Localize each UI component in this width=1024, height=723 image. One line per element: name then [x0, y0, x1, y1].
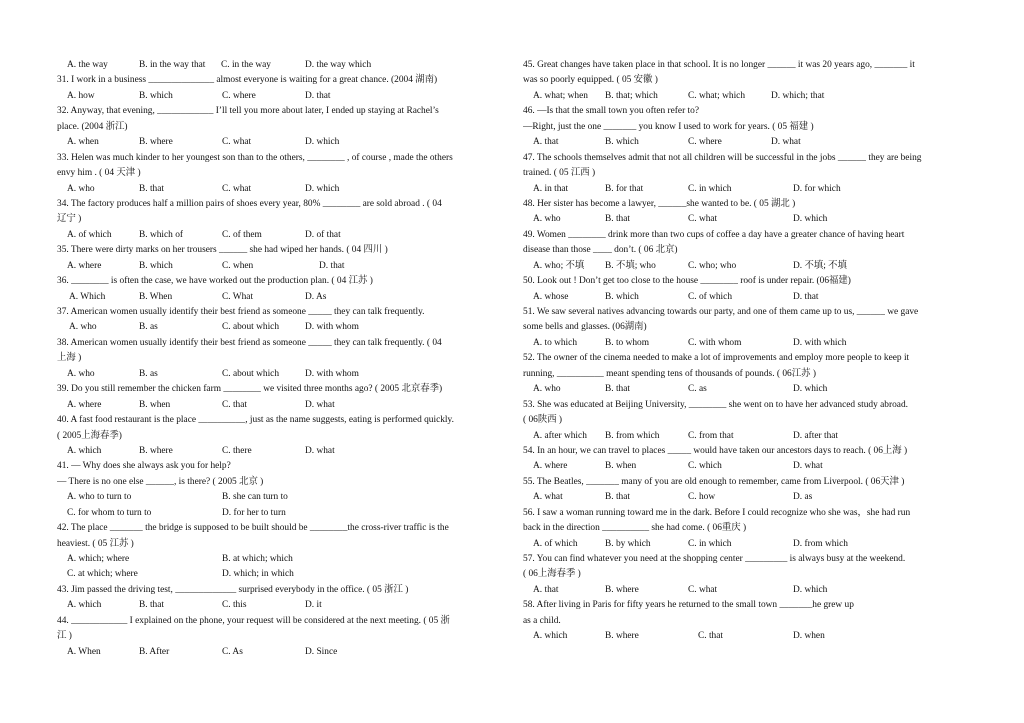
question-text: 35. There were dirty marks on her trousers ______ she had wiped her hands. ( 04 四川 ) — [57, 245, 388, 256]
options-line — [57, 645, 505, 660]
question-text: 31. I work in a business ______________ almost everyone is waiting for a great chance. (2004 湖南) — [57, 75, 438, 86]
answer-option: C. when — [222, 260, 254, 271]
answer-option: B. that — [139, 183, 164, 194]
question-text: 36. ________ is often the case, we have worked out the production plan. ( 04 江苏 ) — [57, 276, 373, 287]
options-line — [523, 382, 968, 397]
answer-option: D. what — [305, 399, 335, 410]
answer-option: C. about which — [222, 322, 280, 333]
answer-option: C. from that — [688, 430, 734, 441]
question-line — [57, 629, 505, 644]
question-text: 57. You can find whatever you need at the shopping center _________ is always busy at the weekend. — [523, 554, 906, 564]
answer-option: A. what — [533, 492, 563, 503]
answer-option: C. of them — [222, 229, 262, 240]
answer-option: A. who to turn to — [67, 492, 132, 503]
answer-option: B. where — [139, 137, 173, 148]
answer-option: C. this — [222, 600, 247, 611]
question-line — [57, 151, 505, 166]
answer-option: B. After — [139, 646, 170, 657]
answer-option: C. in which — [688, 538, 732, 549]
answer-option: A. what; when — [533, 90, 588, 101]
question-line — [523, 521, 968, 536]
answer-option: A. who; 不填 — [533, 260, 585, 271]
question-line — [57, 351, 505, 366]
answer-option: B. which of — [139, 229, 184, 240]
question-line — [57, 521, 505, 536]
answer-option: C. with whom — [688, 337, 742, 348]
question-text: 53. She was educated at Beijing University, ________ she went on to have her advanced study abroad. — [523, 399, 908, 410]
question-text: 47. The schools themselves admit that not all children will be successful in the jobs ______ they are being — [523, 152, 922, 163]
question-text: 44. ____________ I explained on the phone, your request will be considered at the next meeting. ( 05 浙 — [57, 615, 450, 626]
options-line — [523, 290, 968, 305]
question-text: 41. — Why does she always ask you for help? — [57, 461, 231, 472]
answer-option: C. what — [222, 183, 252, 194]
answer-option: A. the way — [67, 60, 108, 70]
answer-option: A. that — [533, 137, 559, 148]
question-text: back in the direction __________ she had come. ( 06重庆 ) — [523, 523, 747, 534]
question-text: heaviest. ( 05 江苏 ) — [57, 538, 134, 549]
options-line — [523, 629, 968, 644]
options-line — [57, 58, 505, 73]
answer-option: B. as — [139, 368, 158, 379]
answer-option: B. which — [139, 90, 173, 101]
options-line — [57, 552, 505, 567]
answer-option: D. the way which — [305, 60, 372, 70]
answer-option: C. what — [222, 137, 252, 148]
question-line — [523, 197, 968, 212]
question-line — [523, 444, 968, 459]
question-line — [523, 413, 968, 428]
right-column — [523, 58, 968, 645]
answer-option: A. who — [67, 368, 95, 379]
answer-option: A. of which — [67, 229, 112, 240]
options-line — [57, 444, 505, 459]
options-line — [523, 182, 968, 197]
question-line — [57, 197, 505, 212]
answer-option: A. where — [67, 399, 102, 410]
options-line — [523, 537, 968, 552]
question-text: ( 2005上海春季) — [57, 430, 122, 441]
question-line — [57, 166, 505, 181]
answer-option: B. which — [605, 291, 639, 302]
options-line — [523, 336, 968, 351]
answer-option: B. 不填; who — [605, 260, 656, 271]
question-text: 58. After living in Paris for fifty years he returned to the small town _______he grew up — [523, 600, 854, 611]
answer-option: A. who — [67, 183, 95, 194]
question-line — [523, 243, 968, 258]
options-line — [523, 259, 968, 274]
answer-option: D. with whom — [305, 322, 359, 333]
question-line — [57, 212, 505, 227]
answer-option: A. in that — [533, 183, 569, 194]
question-text: 51. We saw several natives advancing towards our party, and one of them came up to us, ______ we gave — [523, 307, 919, 317]
answer-option: C. of which — [688, 291, 733, 302]
answer-option: C. there — [222, 445, 252, 456]
answer-option: D. of that — [305, 229, 341, 240]
question-line — [57, 537, 505, 552]
question-line — [57, 274, 505, 289]
question-line — [523, 351, 968, 366]
question-line — [57, 429, 505, 444]
question-line — [523, 58, 968, 73]
options-line — [523, 135, 968, 150]
answer-option: D. as — [793, 492, 813, 503]
question-text: as a child. — [523, 615, 561, 626]
question-text: 32. Anyway, that evening, ____________ I’ll tell you more about later, I ended up staying at Rachel’s — [57, 106, 439, 117]
answer-option: D. which — [305, 183, 340, 194]
question-line — [523, 398, 968, 413]
question-line — [57, 614, 505, 629]
question-text: 50. Look out ! Don’t get too close to the house ________ roof is under repair. (06福建) — [523, 276, 851, 287]
question-text: trained. ( 05 江西 ) — [523, 168, 596, 179]
options-line — [523, 583, 968, 598]
answer-option: B. that — [605, 492, 630, 503]
options-line — [57, 89, 505, 104]
question-text: 54. In an hour, we can travel to places _____ would have taken our ancestors days to reach. ( 06上海 ) — [523, 445, 908, 456]
question-line — [523, 166, 968, 181]
answer-option: A. which — [67, 600, 102, 611]
left-column — [57, 58, 505, 660]
question-text: some bells and glasses. (06湖南) — [523, 322, 647, 333]
answer-option: A. to which — [533, 337, 578, 348]
answer-option: C. that — [222, 399, 247, 410]
answer-option: A. When — [67, 646, 101, 657]
answer-option: D. that — [305, 90, 331, 101]
question-line — [523, 552, 968, 567]
question-text: 江 ) — [57, 631, 72, 642]
answer-option: A. who — [533, 384, 561, 395]
answer-option: A. Which — [69, 291, 106, 302]
answer-option: B. for that — [605, 183, 644, 194]
answer-option: D. which — [793, 214, 828, 225]
answer-option: B. where — [605, 631, 639, 642]
answer-option: A. where — [67, 260, 102, 271]
answer-option: B. that — [605, 214, 630, 225]
answer-option: B. by which — [605, 538, 651, 549]
answer-option: C. in which — [688, 183, 732, 194]
answer-option: D. what — [793, 461, 823, 472]
question-text: 37. American women usually identify their best friend as someone _____ they can talk frequently. — [57, 307, 425, 317]
answer-option: B. which — [139, 260, 173, 271]
answer-option: D. with which — [793, 337, 847, 348]
answer-option: A. that — [533, 584, 559, 595]
question-line — [57, 120, 505, 135]
answer-option: C. for whom to turn to — [67, 507, 152, 518]
answer-option: C. at which; where — [67, 569, 138, 580]
answer-option: A. how — [67, 90, 95, 101]
answer-option: A. which — [533, 631, 568, 642]
answer-option: D. Since — [305, 646, 338, 657]
question-text: 上海 ) — [57, 353, 82, 364]
question-line — [523, 320, 968, 335]
question-line — [57, 459, 505, 474]
answer-option: D. for her to turn — [222, 507, 286, 518]
options-line — [57, 182, 505, 197]
answer-option: A. where — [533, 461, 568, 472]
answer-option: B. she can turn to — [222, 492, 288, 503]
answer-option: D. that — [319, 260, 345, 271]
answer-option: B. When — [139, 291, 173, 302]
answer-option: B. that — [605, 384, 630, 395]
question-text: 38. American women usually identify their best friend as someone _____ they can talk frequently. ( 04 — [57, 337, 442, 348]
answer-option: C. which — [688, 461, 722, 472]
question-line — [57, 336, 505, 351]
question-text: disease than those ____ don’t. ( 06 北京) — [523, 245, 678, 256]
options-line — [57, 259, 505, 274]
answer-option: C. where — [222, 90, 256, 101]
question-text: 45. Great changes have taken place in that school. It is no longer ______ it was 20 years ago, _______ it — [523, 60, 915, 70]
options-line — [523, 212, 968, 227]
question-text: 34. The factory produces half a million pairs of shoes every year, 80% ________ are sold abroad . ( 04 — [57, 198, 442, 209]
question-line — [57, 475, 505, 490]
options-line — [57, 367, 505, 382]
question-text: 辽宁 ) — [57, 214, 82, 225]
question-text: 43. Jim passed the driving test, _____________ surprised everybody in the office. ( 05 浙江 ) — [57, 584, 409, 595]
answer-option: B. when — [605, 461, 637, 472]
answer-option: A. which — [67, 445, 102, 456]
options-line — [57, 506, 505, 521]
question-text: 46. —Is that the small town you often refer to? — [523, 106, 699, 117]
options-line — [57, 320, 505, 335]
answer-option: D. which; in which — [222, 569, 294, 580]
question-text: was so poorly equipped. ( 05 安徽 ) — [523, 75, 658, 86]
answer-option: A. who — [69, 322, 97, 333]
answer-option: D. which — [305, 137, 340, 148]
answer-option: B. that; which — [605, 90, 658, 101]
answer-option: B. where — [605, 584, 639, 595]
options-line — [57, 135, 505, 150]
answer-option: B. that — [139, 600, 164, 611]
question-line — [523, 151, 968, 166]
question-line — [57, 382, 505, 397]
answer-option: C. what; which — [688, 90, 746, 101]
answer-option: C. that — [698, 631, 723, 642]
answer-option: B. which — [605, 137, 639, 148]
question-line — [523, 598, 968, 613]
question-line — [57, 243, 505, 258]
options-line — [523, 459, 968, 474]
answer-option: D. what — [305, 445, 335, 456]
question-text: 42. The place _______ the bridge is supposed to be built should be ________the cross-river traffic is the — [57, 523, 449, 534]
question-text: 48. Her sister has become a lawyer, ______she wanted to be. ( 05 湖北 ) — [523, 198, 796, 209]
answer-option: D. for which — [793, 183, 841, 194]
question-line — [523, 506, 968, 521]
answer-option: D. As — [305, 291, 327, 302]
question-text: 39. Do you still remember the chicken farm ________ we visited three months ago? ( 2005 北京春季) — [57, 384, 443, 395]
answer-option: D. which; that — [771, 90, 825, 101]
answer-option: C. how — [688, 492, 716, 503]
question-text: 40. A fast food restaurant is the place __________, just as the name suggests, eating is performed quickly. — [57, 415, 454, 426]
question-line — [57, 413, 505, 428]
options-line — [57, 228, 505, 243]
question-line — [57, 305, 505, 320]
answer-option: B. as — [139, 322, 158, 333]
answer-option: D. it — [305, 600, 322, 611]
answer-option: A. whose — [533, 291, 569, 302]
question-text: 56. I saw a woman running toward me in the dark. Before I could recognize who she was，she had run — [523, 507, 911, 518]
answer-option: B. at which; which — [222, 554, 293, 564]
options-line — [57, 567, 505, 582]
answer-option: B. to whom — [605, 337, 650, 348]
question-text: 52. The owner of the cinema needed to make a lot of improvements and employ more people to keep it — [523, 353, 910, 364]
options-line — [57, 398, 505, 413]
question-text: 33. Helen was much kinder to her youngest son than to the others, ________ , of course , made the others — [57, 152, 453, 163]
question-line — [523, 305, 968, 320]
options-line — [523, 490, 968, 505]
answer-option: C. about which — [222, 368, 280, 379]
question-line — [523, 367, 968, 382]
options-line — [57, 490, 505, 505]
question-line — [523, 614, 968, 629]
answer-option: D. which — [793, 384, 828, 395]
answer-option: B. in the way that — [139, 60, 206, 70]
answer-option: A. when — [67, 137, 99, 148]
question-line — [523, 120, 968, 135]
answer-option: D. 不填; 不填 — [793, 260, 847, 271]
answer-option: C. what — [688, 584, 718, 595]
question-text: place. (2004 浙江) — [57, 121, 128, 132]
answer-option: D. when — [793, 631, 825, 642]
options-line — [57, 290, 505, 305]
answer-option: C. who; who — [688, 260, 737, 271]
question-line — [523, 475, 968, 490]
answer-option: C. as — [688, 384, 707, 395]
answer-option: A. after which — [533, 430, 587, 441]
question-text: ( 06上海春季 ) — [523, 569, 581, 580]
answer-option: C. As — [222, 646, 243, 657]
answer-option: B. when — [139, 399, 171, 410]
answer-option: C. where — [688, 137, 722, 148]
question-line — [57, 73, 505, 88]
question-text: running, __________ meant spending tens of thousands of pounds. ( 06江苏 ) — [523, 368, 816, 379]
question-line — [523, 567, 968, 582]
answer-option: D. from which — [793, 538, 848, 549]
answer-option: D. that — [793, 291, 819, 302]
question-line — [57, 104, 505, 119]
answer-option: A. of which — [533, 538, 578, 549]
question-line — [523, 104, 968, 119]
question-text: —Right, just the one _______ you know I used to work for years. ( 05 福建 ) — [523, 121, 814, 132]
answer-option: C. What — [222, 291, 254, 302]
answer-option: D. after that — [793, 430, 839, 441]
answer-option: C. what — [688, 214, 718, 225]
answer-option: D. with whom — [305, 368, 359, 379]
question-line — [523, 73, 968, 88]
question-line — [57, 583, 505, 598]
answer-option: D. which — [793, 584, 828, 595]
answer-option: C. in the way — [221, 60, 271, 70]
question-text: envy him . ( 04 天津 ) — [57, 168, 141, 179]
answer-option: B. where — [139, 445, 173, 456]
options-line — [57, 598, 505, 613]
question-text: 55. The Beatles, _______ many of you are old enough to remember, came from Liverpool. ( 06天津 ) — [523, 476, 905, 487]
options-line — [523, 429, 968, 444]
question-text: 49. Women ________ drink more than two cups of coffee a day have a greater chance of having heart — [523, 229, 905, 240]
answer-option: B. from which — [605, 430, 660, 441]
question-text: — There is no one else ______, is there? ( 2005 北京 ) — [57, 476, 264, 487]
answer-option: D. what — [771, 137, 801, 148]
answer-option: A. who — [533, 214, 561, 225]
options-line — [523, 89, 968, 104]
question-text: ( 06陕西 ) — [523, 415, 563, 426]
answer-option: A. which; where — [67, 554, 130, 564]
question-line — [523, 228, 968, 243]
question-line — [523, 274, 968, 289]
